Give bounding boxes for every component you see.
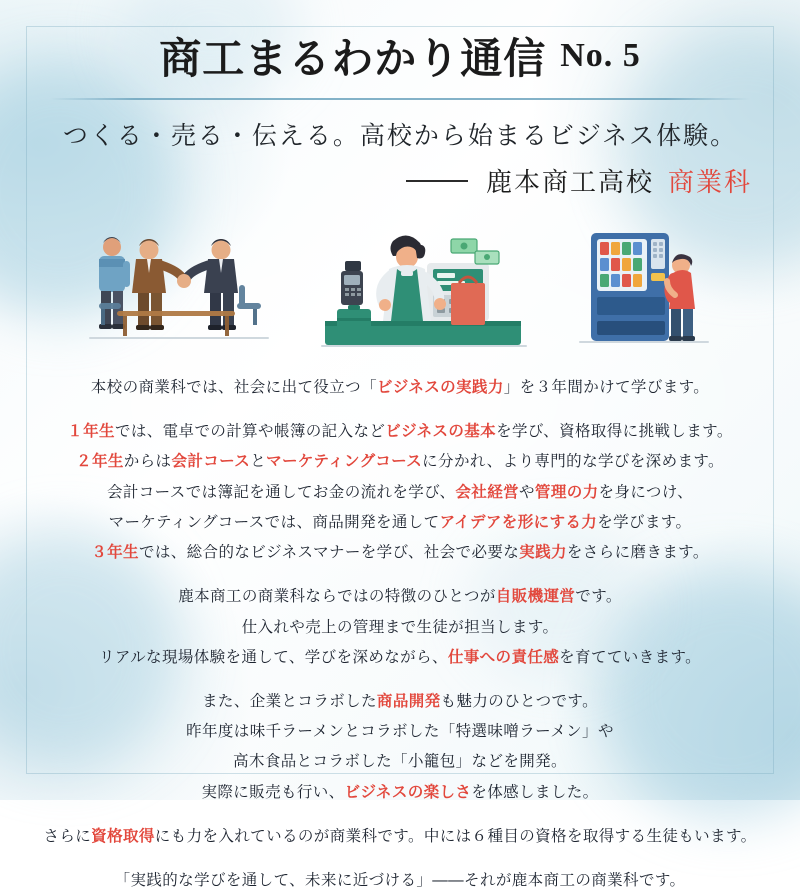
text-line: また、企業とコラボした商品開発も魅力のひとつです。 xyxy=(202,692,598,710)
paragraph-collaboration xyxy=(40,687,760,808)
text-line: ３年生では、総合的なビジネスマナーを学び、社会で必要な実践力をさらに磨きます。 xyxy=(91,544,709,562)
text-line: マーケティングコースでは、商品開発を通してアイデアを形にする力を学びます。 xyxy=(108,513,692,531)
cashier-register-illustration xyxy=(315,225,535,357)
paragraph-intro xyxy=(40,373,760,403)
text-line: 会計コースでは簿記を通してお金の流れを学び、会社経営や管理の力を身につけ、 xyxy=(106,483,694,501)
department-name: 商業科 xyxy=(667,168,752,197)
title-divider xyxy=(50,98,750,100)
body-text xyxy=(40,373,760,896)
page-title xyxy=(40,0,760,86)
text-line: 実際に販売も行い、ビジネスの楽しさを体感しました。 xyxy=(201,783,599,801)
text-line: 高木食品とコラボした「小籠包」などを開発。 xyxy=(233,753,567,771)
text-line: リアルな現場体験を通して、学びを深めながら、仕事への責任感を育てていきます。 xyxy=(98,648,702,666)
paragraph-grades xyxy=(40,417,760,568)
paragraph-certification xyxy=(40,822,760,852)
issue-number: No. 5 xyxy=(560,37,641,74)
newsletter-title: 商工まるわかり通信 xyxy=(159,37,547,83)
text-line: さらに資格取得にも力を入れているのが商業科です。中には６種目の資格を取得する生徒もいます。 xyxy=(43,827,757,845)
school-name: 鹿本商工高校 xyxy=(485,168,654,197)
handshake-business-people-illustration xyxy=(81,225,281,357)
text-line: 昨年度は味千ラーメンとコラボした「特選味噌ラーメン」や xyxy=(186,723,614,741)
text-line: 「実践的な学びを通して、未来に近づける」——それが鹿本商工の商業科です。 xyxy=(114,872,686,890)
paragraph-closing xyxy=(40,866,760,896)
illustration-row xyxy=(40,217,760,357)
text-line: 鹿本商工の商業科ならではの特徴のひとつが自販機運営です。 xyxy=(178,588,622,606)
paragraph-vending xyxy=(40,582,760,673)
text-line: 本校の商業科では、社会に出て役立つ「ビジネスの実践力」を３年間かけて学びます。 xyxy=(90,379,710,396)
vending-machine-illustration xyxy=(569,225,719,357)
school-credit xyxy=(40,162,760,199)
text-line: ２年生からは会計コースとマーケティングコースに分かれ、より専門的な学びを深めます。 xyxy=(76,453,724,471)
text-line: 仕入れや売上の管理まで生徒が担当します。 xyxy=(241,618,559,636)
tagline: つくる・売る・伝える。高校から始まるビジネス体験。 xyxy=(62,123,738,150)
em-dash-rule xyxy=(406,180,468,182)
text-line: １年生では、電卓での計算や帳簿の記入などビジネスの基本を学び、資格取得に挑戦します。 xyxy=(67,423,733,441)
